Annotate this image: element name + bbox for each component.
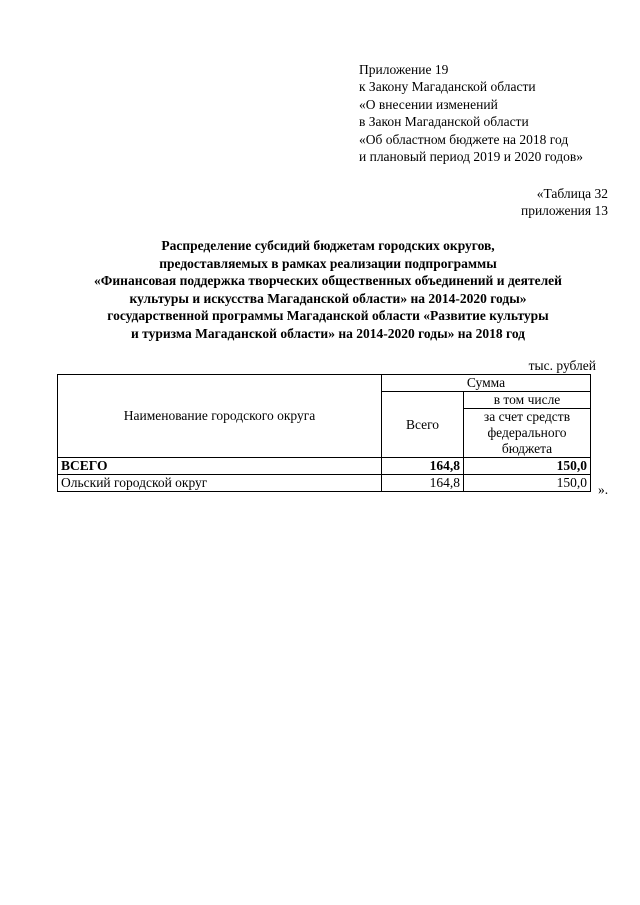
header-including: в том числе	[464, 392, 591, 409]
title-line: «Финансовая поддержка творческих общественных объединений и деятелей	[94, 273, 562, 289]
row-federal: 150,0	[464, 458, 591, 475]
table-row-total	[58, 458, 591, 475]
title-line: культуры и искусства Магаданской области» на 2014-2020 годы»	[129, 290, 527, 306]
appendix-line: Приложение 19	[359, 62, 449, 77]
row-total: 164,8	[382, 475, 464, 492]
subsidy-table	[57, 374, 591, 492]
appendix-line: «О внесении изменений	[359, 96, 498, 112]
header-federal	[464, 409, 591, 458]
title-line: и туризма Магаданской области» на 2014-2020 годы» на 2018 год	[130, 325, 526, 341]
appendix-line: к Закону Магаданской области	[359, 79, 536, 95]
header-federal-line: за счет средств	[483, 409, 571, 424]
appendix-line: в Закон Магаданской области	[359, 114, 529, 130]
header-total: Всего	[382, 392, 464, 458]
title-line: государственной программы Магаданской области «Развитие культуры	[107, 308, 549, 324]
table-row	[58, 475, 591, 492]
appendix-line: «Об областном бюджете на 2018 год	[359, 131, 569, 147]
closing-quote-mark: ».	[598, 482, 609, 497]
row-name: Ольский городской округ	[58, 475, 382, 492]
table-reference	[521, 185, 608, 220]
header-district-name: Наименование городского округа	[58, 375, 382, 458]
table-reference-line: «Таблица 32	[536, 186, 608, 201]
title-line: Распределение субсидий бюджетам городских округов,	[161, 238, 495, 253]
appendix-header	[359, 61, 583, 165]
row-name: ВСЕГО	[58, 458, 382, 475]
document-title	[58, 237, 598, 343]
title-line: предоставляемых в рамках реализации подпрограммы	[159, 255, 497, 271]
unit-label: тыс. рублей	[528, 358, 596, 373]
row-total: 164,8	[382, 458, 464, 475]
row-federal: 150,0	[464, 475, 591, 492]
header-federal-line: федерального	[487, 425, 567, 440]
table-reference-line: приложения 13	[520, 203, 608, 219]
appendix-line: и плановый период 2019 и 2020 годов»	[359, 149, 584, 165]
header-federal-line: бюджета	[501, 441, 553, 456]
header-sum: Сумма	[382, 375, 591, 392]
